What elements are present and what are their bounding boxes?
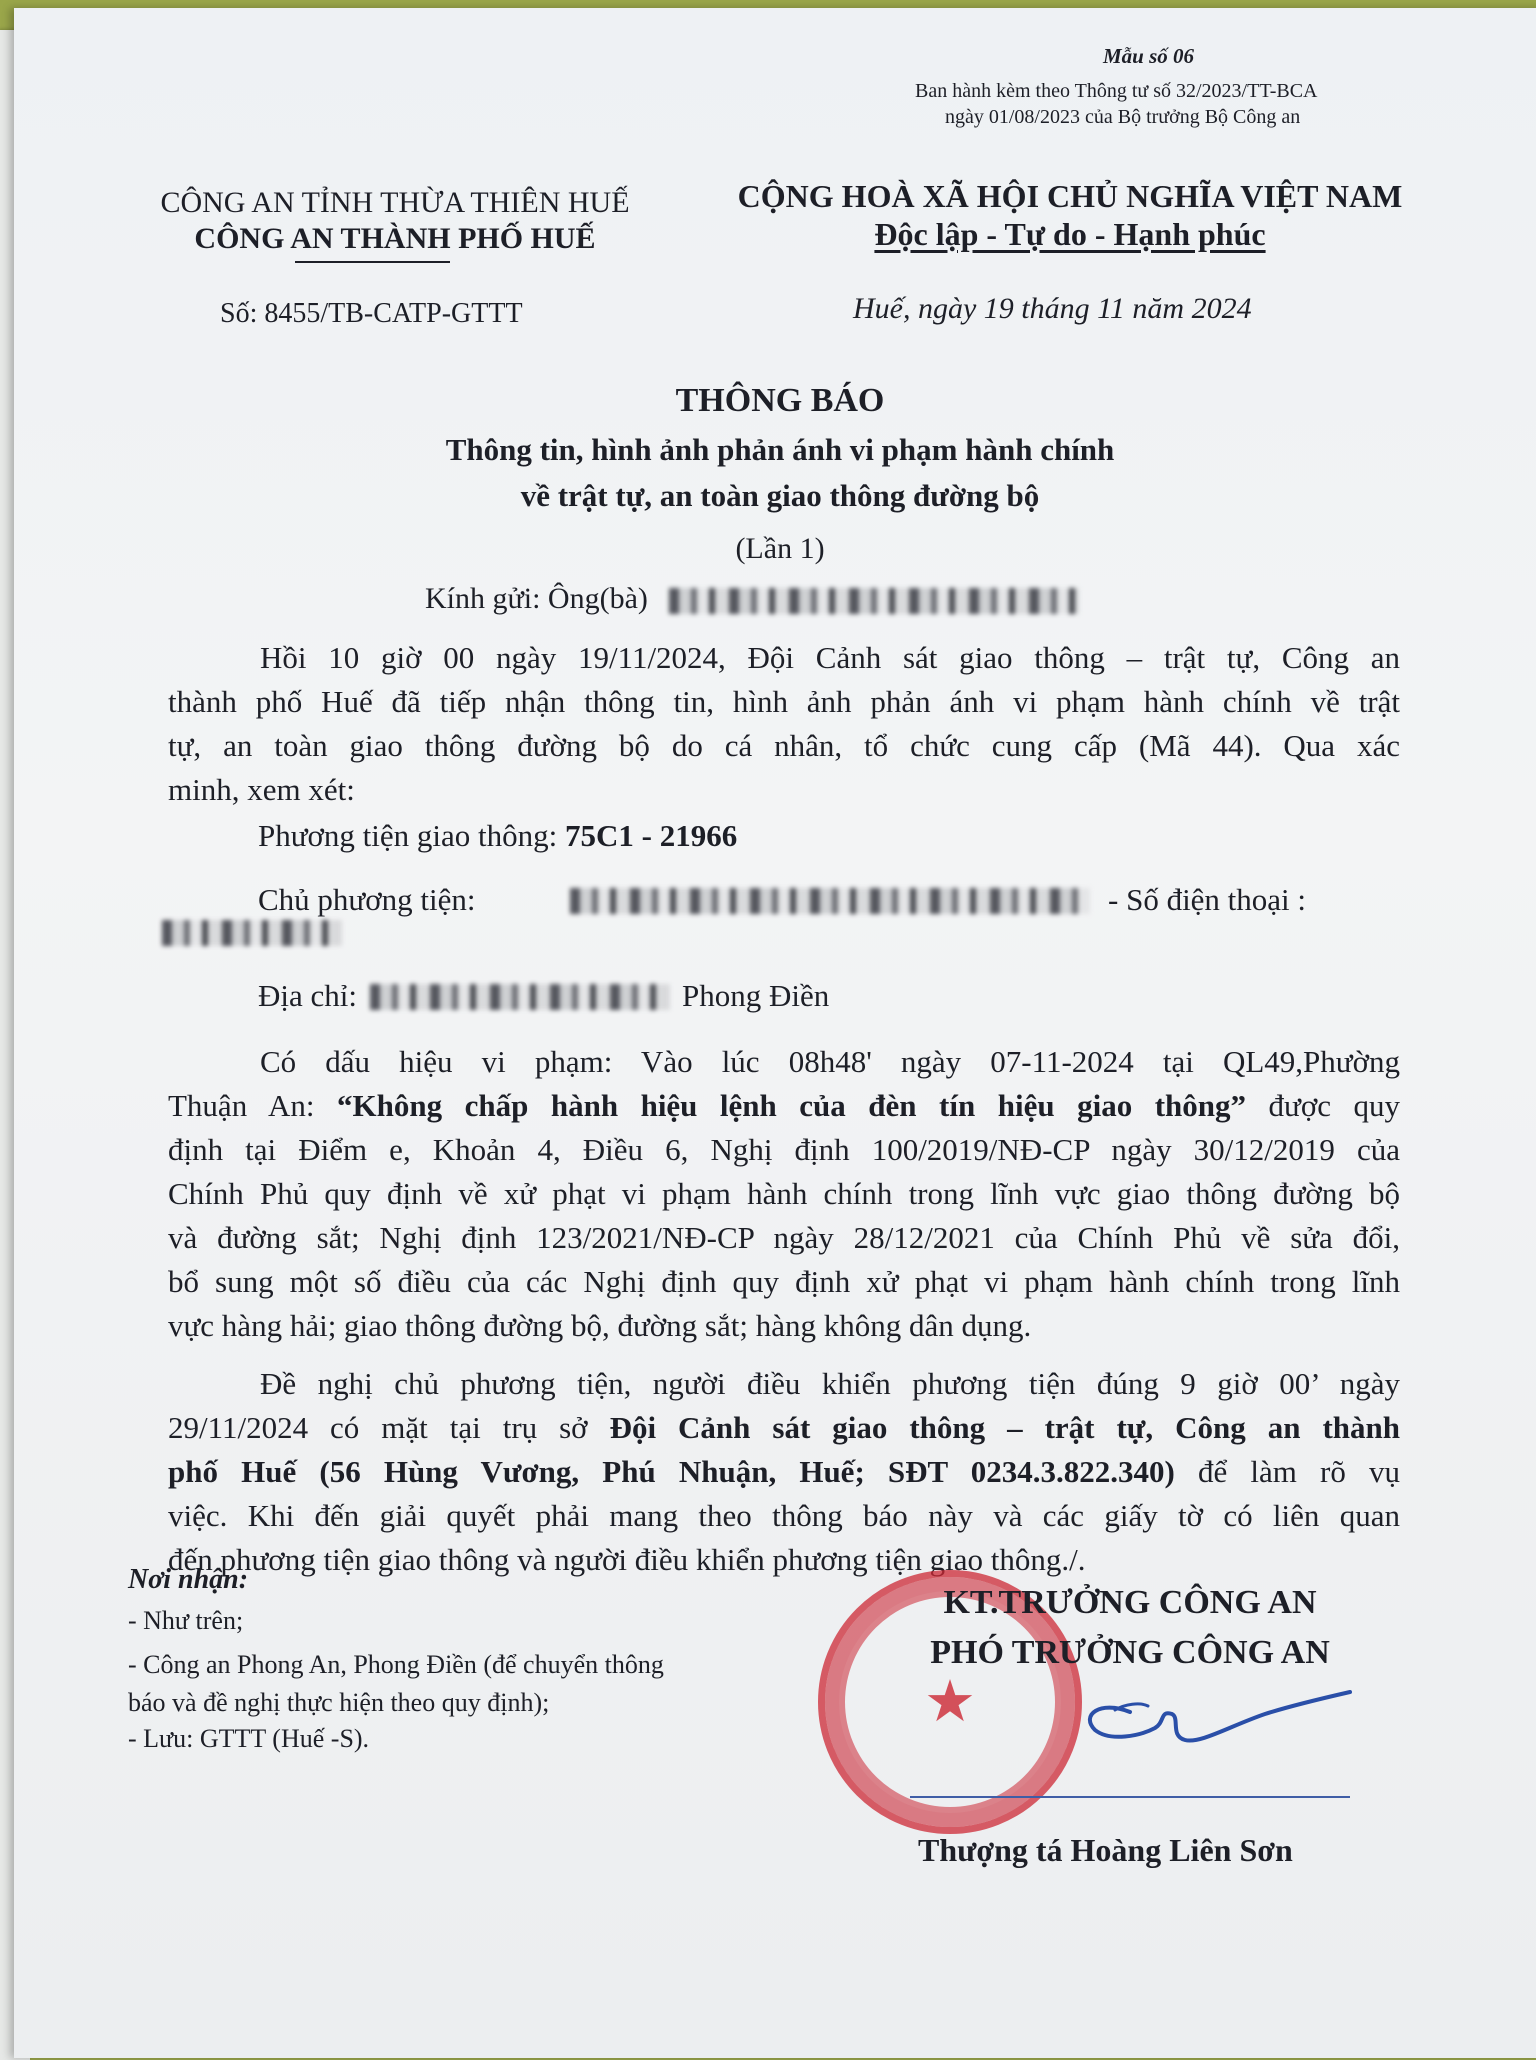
agency-name: CÔNG AN THÀNH PHỐ HUẾ (194, 222, 596, 255)
violation-line2 (168, 1086, 1400, 1125)
national-motto: Độc lập - Tự do - Hạnh phúc (874, 216, 1266, 252)
violation-line1: Có dấu hiệu vi phạm: Vào lúc 08h48' ngày 07-11-2024 tại QL49,Phường (260, 1044, 1400, 1079)
signature-line (910, 1796, 1350, 1798)
para1-line4: minh, xem xét: (168, 772, 355, 807)
place-date: Huế, ngày 19 tháng 11 năm 2024 (853, 292, 1252, 325)
signature-title-2: PHÓ TRƯỞNG CÔNG AN (930, 1634, 1330, 1671)
vehicle-plate: 75C1 - 21966 (565, 818, 738, 853)
recipients-item-2b: báo và đề nghị thực hiện theo quy định); (128, 1688, 550, 1717)
vehicle-line (258, 818, 737, 854)
document-title: THÔNG BÁO (675, 382, 885, 419)
recipients-item-1: - Như trên; (128, 1606, 244, 1635)
violation-line3: định tại Điểm e, Khoản 4, Điều 6, Nghị định 100/2019/NĐ-CP ngày 30/12/2019 của (168, 1132, 1400, 1167)
address-label: Địa chỉ: (258, 978, 357, 1013)
redacted-phone (162, 920, 342, 946)
document-round: (Lần 1) (735, 532, 825, 565)
recipients-item-2a: - Công an Phong An, Phong Điền (để chuyển thông (128, 1650, 664, 1679)
recipients-title: Nơi nhận: (128, 1564, 249, 1595)
recipient-label: Kính gửi: Ông(bà) (425, 582, 648, 615)
vehicle-label: Phương tiện giao thông: (258, 818, 558, 853)
request-line1: Đề nghị chủ phương tiện, người điều khiển phương tiện đúng 9 giờ 00’ ngày (260, 1366, 1400, 1401)
recipient-line (425, 582, 1079, 616)
redacted-recipient-name (669, 588, 1079, 614)
signature-title-1: KT.TRƯỞNG CÔNG AN (943, 1584, 1317, 1621)
para1-line3: tự, an toàn giao thông đường bộ do cá nhân, tổ chức cung cấp (Mã 44). Qua xác (168, 728, 1400, 763)
agency-parent: CÔNG AN TỈNH THỪA THIÊN HUẾ (160, 186, 630, 219)
violation-line7: vực hàng hải; giao thông đường bộ, đường sắt; hàng không dân dụng. (168, 1308, 1032, 1343)
violation-line6: bổ sung một số điều của các Nghị định quy định xử phạt vi phạm hành chính trong lĩnh (168, 1264, 1400, 1299)
owner-label: Chủ phương tiện: (258, 882, 476, 917)
national-title: CỘNG HOÀ XÃ HỘI CHỦ NGHĨA VIỆT NAM (737, 178, 1403, 214)
redacted-owner-name (570, 888, 1090, 914)
violation-description: “Không chấp hành hiệu lệnh của đèn tín hiệu giao thông” (337, 1088, 1247, 1123)
signer-name: Thượng tá Hoàng Liên Sơn (918, 1832, 1293, 1868)
violation-line5: và đường sắt; Nghị định 123/2021/NĐ-CP ngày 28/12/2021 của Chính Phủ về sửa đổi, (168, 1220, 1400, 1255)
request-line3 (168, 1452, 1400, 1491)
form-issued-line1: Ban hành kèm theo Thông tư số 32/2023/TT-BCA (915, 80, 1318, 102)
form-issued-line2: ngày 01/08/2023 của Bộ trưởng Bộ Công an (945, 106, 1301, 128)
redacted-address (370, 984, 670, 1010)
violation-line4: Chính Phủ quy định về xử phạt vi phạm hành chính trong lĩnh vực giao thông đường bộ (168, 1176, 1400, 1211)
handwritten-signature (1060, 1670, 1360, 1770)
violation-location: Thuận An: (168, 1088, 337, 1123)
request-office-address: phố Huế (56 Hùng Vương, Phú Nhuận, Huế; SĐT 0234.3.822.340) (168, 1454, 1175, 1489)
document-number: Số: 8455/TB-CATP-GTTT (220, 298, 523, 329)
request-line2 (168, 1408, 1400, 1447)
address-tail: Phong Điền (682, 978, 830, 1013)
request-line5: đến phương tiện giao thông và người điều khiển phương tiện giao thông./. (168, 1542, 1086, 1577)
document-subtitle-1: Thông tin, hình ảnh phản ánh vi phạm hành chính (445, 432, 1115, 467)
request-line3-tail: để làm rõ vụ (1174, 1454, 1400, 1489)
para1-line1: Hồi 10 giờ 00 ngày 19/11/2024, Đội Cảnh sát giao thông – trật tự, Công an (260, 640, 1400, 675)
request-office: Đội Cảnh sát giao thông – trật tự, Công an thành (609, 1410, 1400, 1445)
recipients-item-3: - Lưu: GTTT (Huế -S). (128, 1724, 370, 1753)
phone-label: - Số điện thoại : (1108, 882, 1307, 917)
request-date: 29/11/2024 có mặt tại trụ sở (168, 1410, 610, 1445)
star-icon: ★ (924, 1669, 976, 1734)
agency-underline (295, 261, 450, 263)
document-subtitle-2: về trật tự, an toàn giao thông đường bộ (520, 478, 1040, 513)
form-number: Mẫu số 06 (1103, 44, 1195, 68)
para1-line2: thành phố Huế đã tiếp nhận thông tin, hình ảnh phản ánh vi phạm hành chính về trật (168, 684, 1400, 719)
violation-line2-tail: được quy (1246, 1088, 1400, 1123)
request-line4: việc. Khi đến giải quyết phải mang theo thông báo này và các giấy tờ có liên quan (168, 1498, 1400, 1533)
